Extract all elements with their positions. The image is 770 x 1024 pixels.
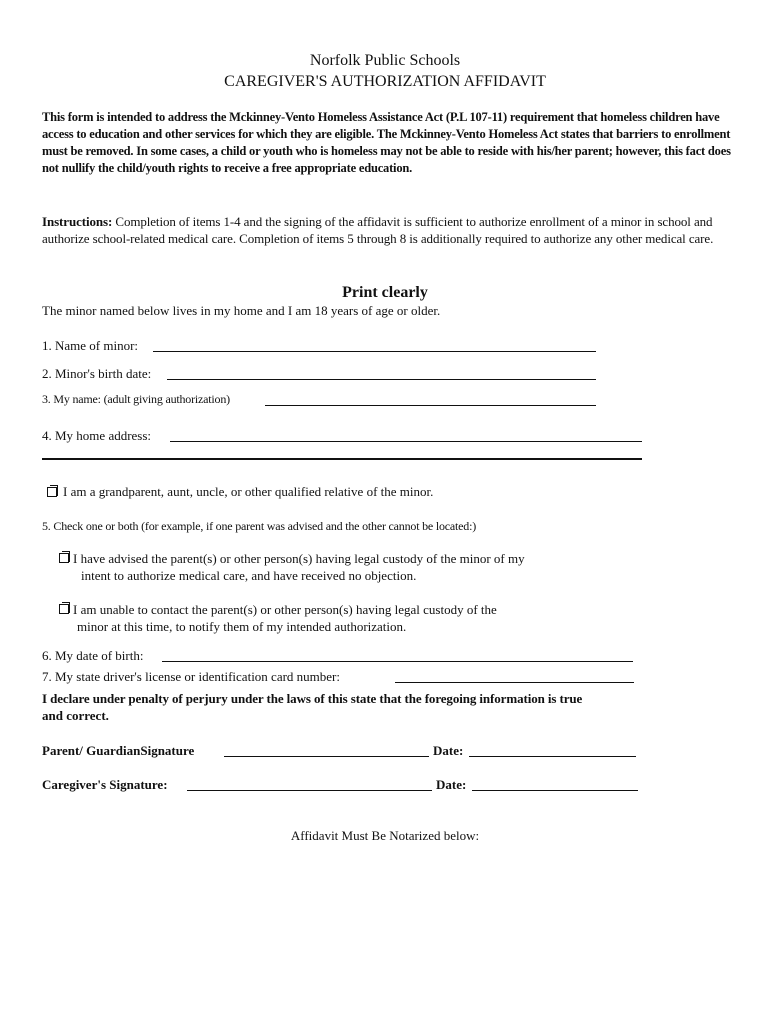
my-name-label: 3. My name: (adult giving authorization): [42, 392, 230, 406]
parent-signature-label: Parent/ GuardianSignature: [42, 743, 195, 758]
caregiver-signature-label: Caregiver's Signature:: [42, 777, 168, 792]
my-dob-field[interactable]: [162, 661, 633, 662]
license-number-field[interactable]: [395, 682, 634, 683]
my-name-field[interactable]: [265, 405, 596, 406]
unable-contact-label-line2: minor at this time, to notify them of my intended authorization.: [77, 619, 407, 634]
home-address-label: 4. My home address:: [42, 428, 152, 443]
form-title: CAREGIVER'S AUTHORIZATION AFFIDAVIT: [224, 73, 546, 90]
home-address-field-line2[interactable]: [42, 458, 642, 460]
my-dob-label: 6. My date of birth:: [42, 648, 144, 663]
advised-parent-checkbox[interactable]: [59, 553, 69, 563]
school-name: Norfolk Public Schools: [309, 52, 461, 69]
relative-checkbox[interactable]: [47, 487, 57, 497]
declaration-line2: and correct.: [42, 708, 109, 723]
caregiver-date-label: Date:: [436, 777, 467, 792]
parent-date-label: Date:: [433, 743, 464, 758]
instructions-paragraph: [42, 213, 732, 247]
birth-date-label: 2. Minor's birth date:: [42, 366, 152, 381]
advised-parent-label-line2: intent to authorize medical care, and have received no objection.: [81, 568, 417, 583]
name-of-minor-label: 1. Name of minor:: [42, 338, 139, 353]
caregiver-signature-field[interactable]: [187, 790, 432, 791]
residence-statement: The minor named below lives in my home and I am 18 years of age or older.: [42, 303, 441, 318]
parent-date-field[interactable]: [469, 756, 636, 757]
notarized-note: Affidavit Must Be Notarized below:: [290, 828, 480, 843]
instructions-label: Instructions:: [42, 214, 113, 229]
declaration-line1: I declare under penalty of perjury under the laws of this state that the foregoing information is true: [42, 691, 583, 706]
advised-parent-label-line1: I have advised the parent(s) or other person(s) having legal custody of the minor of my: [73, 551, 525, 566]
intro-paragraph: This form is intended to address the Mckinney-Vento Homeless Assistance Act (P.L 107-11) requirement that homeless children have access to education and other services for which they are eligible. The Mckinney-Vento Homeless Act states that barriers to enrollment must be removed. In some cases, a child or youth who is homeless may not be able to reside with his/her parent; however, this fact does not nullify the child/youth rights to receive a free appropriate education.: [42, 110, 731, 175]
birth-date-field[interactable]: [167, 379, 596, 380]
name-of-minor-field[interactable]: [153, 351, 596, 352]
unable-contact-label-line1: I am unable to contact the parent(s) or other person(s) having legal custody of the: [73, 602, 497, 617]
caregiver-date-field[interactable]: [472, 790, 638, 791]
unable-contact-checkbox[interactable]: [59, 604, 69, 614]
home-address-field[interactable]: [170, 441, 642, 442]
print-clearly-heading: Print clearly: [342, 284, 428, 301]
license-number-label: 7. My state driver's license or identification card number:: [42, 669, 340, 684]
parent-signature-field[interactable]: [224, 756, 429, 757]
instructions-text: Completion of items 1-4 and the signing of the affidavit is sufficient to authorize enrollment of a minor in school and authorize school-related medical care. Completion of items 5 through 8 is additionally required to authorize any other medical care.: [42, 214, 714, 246]
relative-option-label: I am a grandparent, aunt, uncle, or other qualified relative of the minor.: [63, 484, 434, 499]
item5-label: 5. Check one or both (for example, if one parent was advised and the other cannot be located:): [42, 519, 477, 533]
